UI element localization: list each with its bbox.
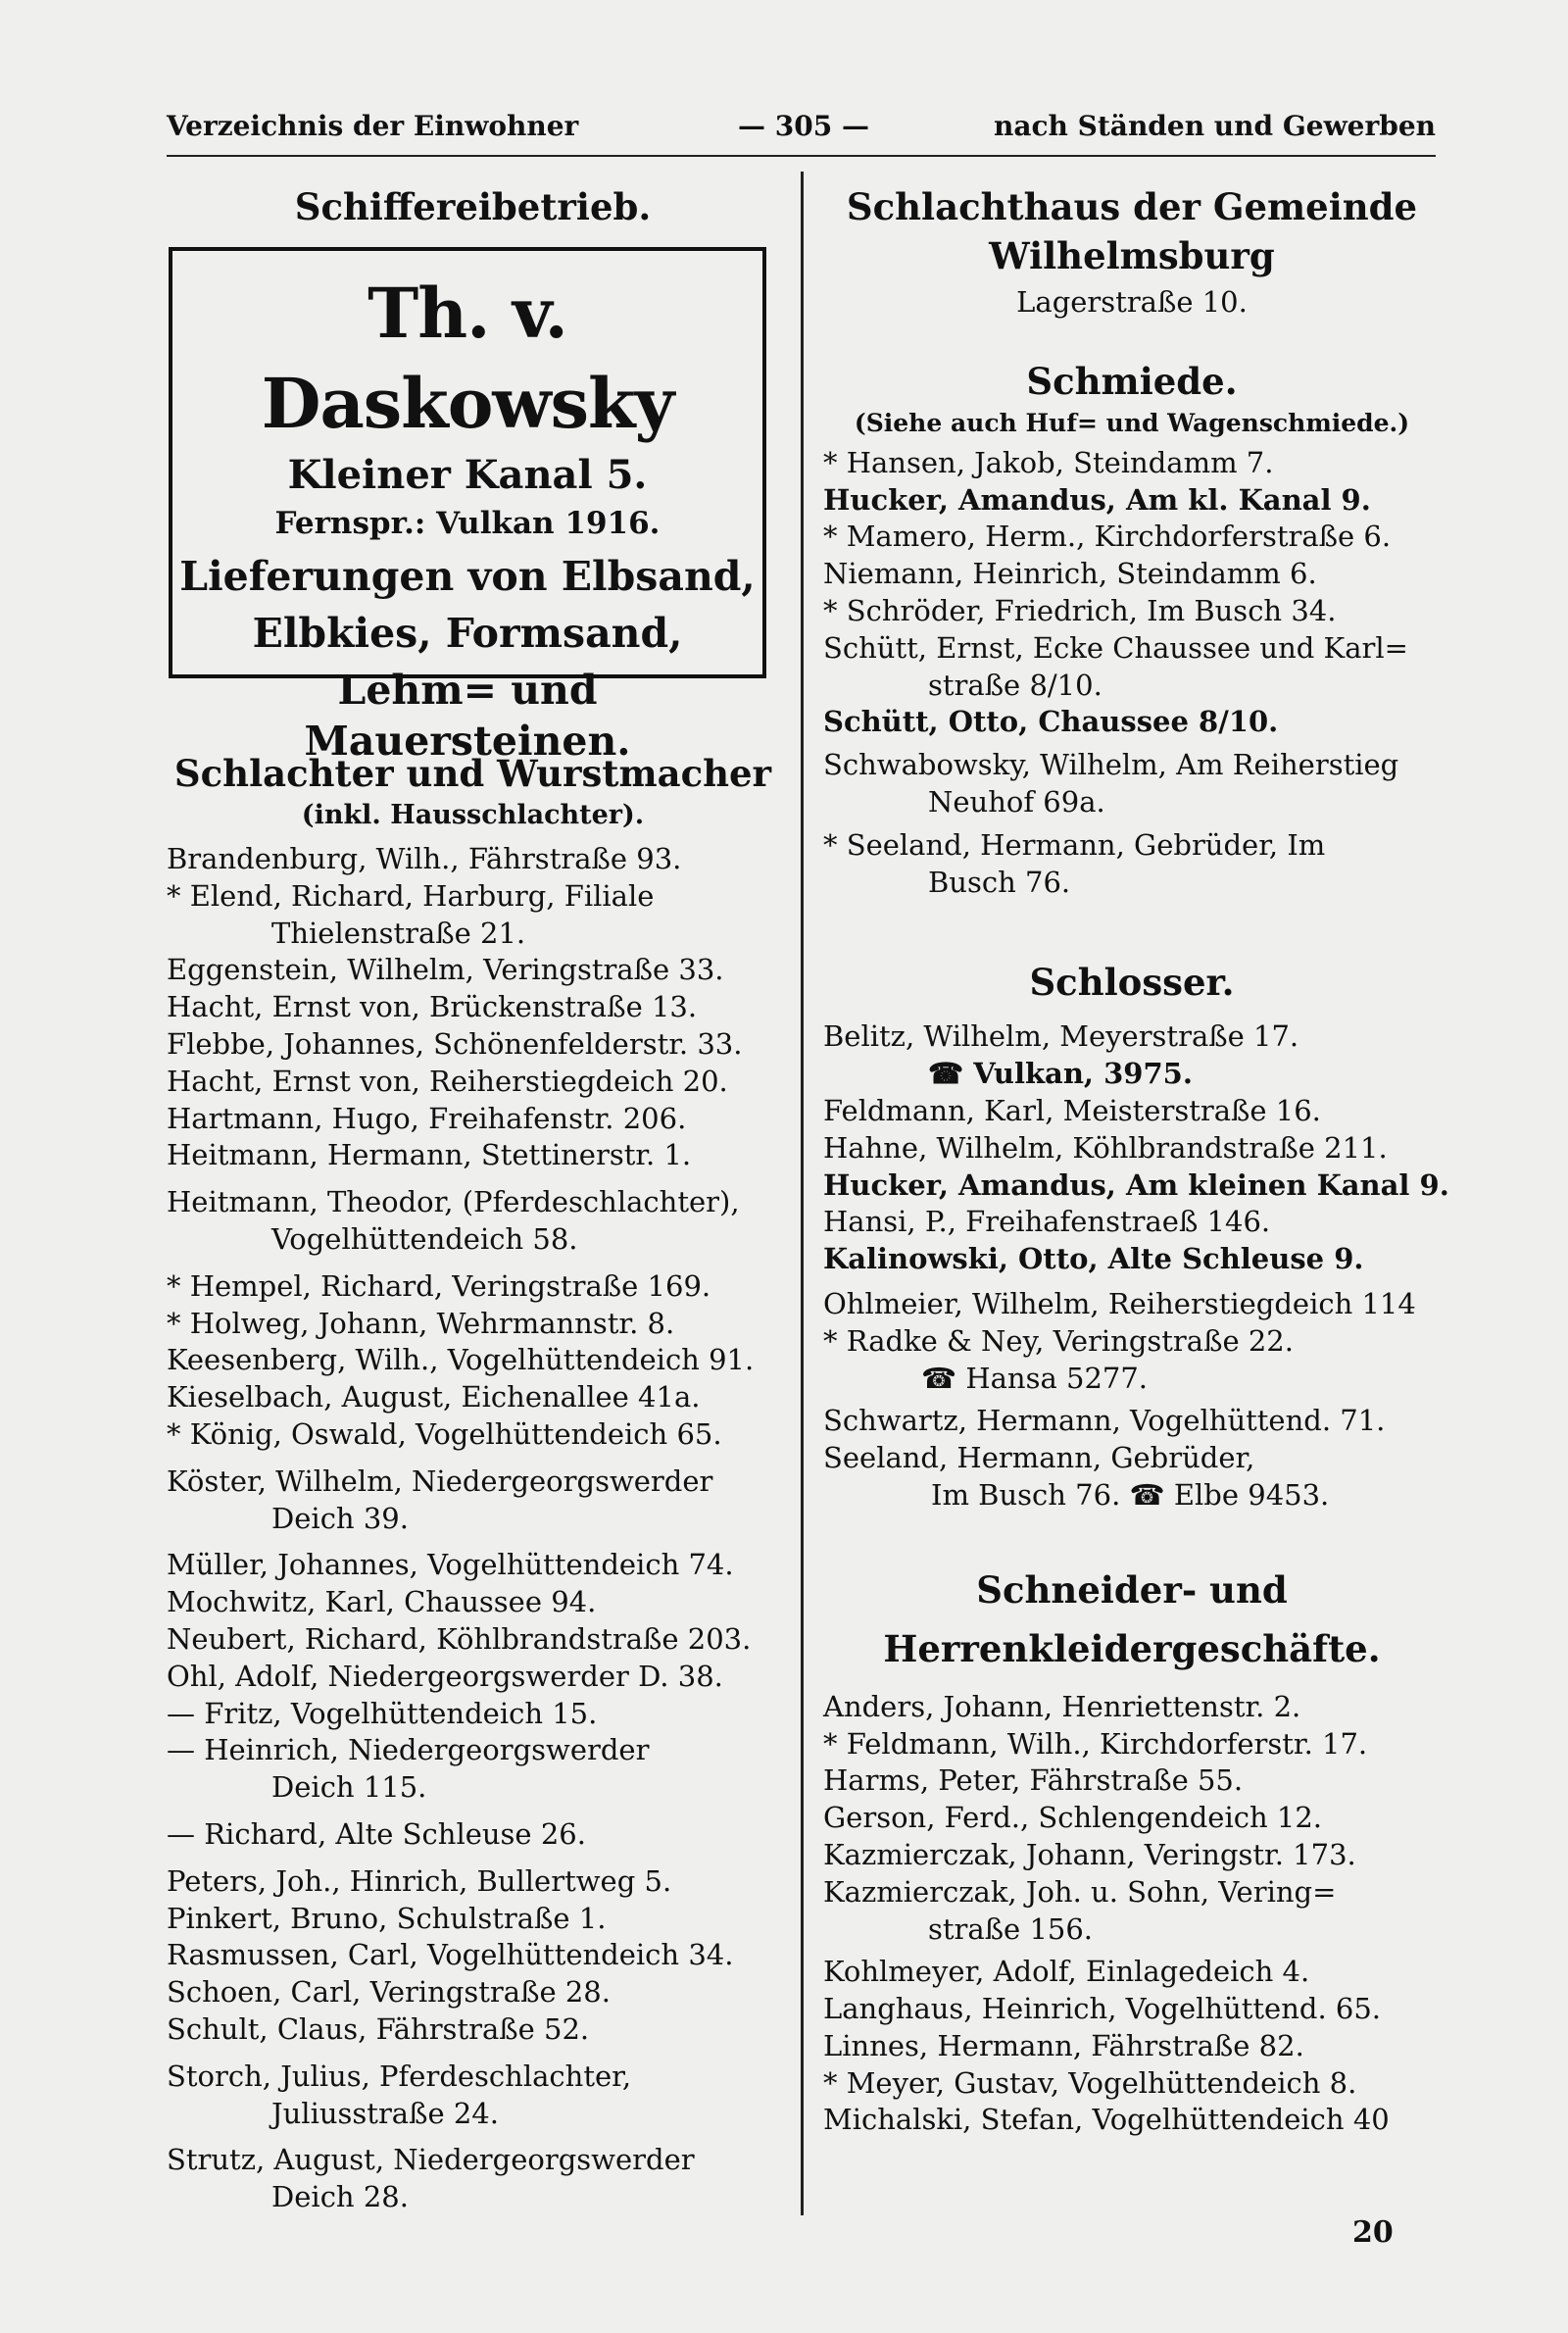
list-item: Juliusstraße 24.: [271, 2096, 499, 2130]
list-item: Strutz, August, Niedergeorgswerder: [167, 2143, 695, 2177]
section-title-schlachthaus-b: Wilhelmsburg: [989, 234, 1275, 277]
list-item: * Mamero, Herm., Kirchdorferstraße 6.: [823, 520, 1392, 554]
list-item: — Richard, Alte Schleuse 26.: [167, 1816, 586, 1851]
list-item: * Seeland, Hermann, Gebrüder, Im: [823, 827, 1326, 862]
list-item: Hacht, Ernst von, Brückenstraße 13.: [167, 990, 698, 1024]
list-item: Deich 115.: [271, 1770, 427, 1805]
ad-address: Kleiner Kanal 5.: [287, 452, 648, 498]
list-item: Vogelhüttendeich 58.: [271, 1221, 578, 1256]
list-item: Anders, Johann, Henriettenstr. 2.: [823, 1689, 1301, 1723]
list-item: * Feldmann, Wilh., Kirchdorferstr. 17.: [823, 1726, 1368, 1761]
list-item: — Fritz, Vogelhüttendeich 15.: [167, 1696, 598, 1730]
schneider-list: [823, 1689, 1441, 2140]
list-item: Heitmann, Theodor, (Pferdeschlachter),: [167, 1185, 740, 1219]
list-item: Feldmann, Karl, Meisterstraße 16.: [823, 1093, 1321, 1127]
section-title-schneider-b: Herrenkleidergeschäfte.: [883, 1626, 1381, 1670]
list-item: * Schröder, Friedrich, Im Busch 34.: [823, 593, 1337, 627]
list-item: Heitmann, Hermann, Stettinerstr. 1.: [167, 1138, 692, 1172]
list-item: Schwartz, Hermann, Vogelhüttend. 71.: [823, 1404, 1386, 1438]
section-title-schlosser: Schlosser.: [1029, 961, 1235, 1005]
list-item: Hacht, Ernst von, Reiherstiegdeich 20.: [167, 1064, 728, 1098]
list-item: Flebbe, Johannes, Schönenfelderstr. 33.: [167, 1026, 743, 1061]
list-item: Müller, Johannes, Vogelhüttendeich 74.: [167, 1548, 734, 1582]
list-item: Pinkert, Bruno, Schulstraße 1.: [167, 1901, 607, 1935]
list-item: Niemann, Heinrich, Steindamm 6.: [823, 557, 1317, 591]
list-item: Peters, Joh., Hinrich, Bullertweg 5.: [167, 1863, 672, 1898]
schlosser-list: [823, 1018, 1449, 1514]
list-item: Mochwitz, Karl, Chaussee 94.: [167, 1585, 597, 1619]
phone-line: ☎ Hansa 5277.: [921, 1361, 1149, 1395]
list-item: Hucker, Amandus, Am kl. Kanal 9.: [823, 482, 1371, 517]
list-item: Ohlmeier, Wilhelm, Reiherstiegdeich 114: [823, 1286, 1416, 1320]
list-item: Neubert, Richard, Köhlbrandstraße 203.: [167, 1621, 752, 1656]
list-item: Hartmann, Hugo, Freihafenstr. 206.: [167, 1101, 687, 1135]
list-item: Belitz, Wilhelm, Meyerstraße 17.: [823, 1019, 1299, 1054]
header-right: nach Ständen und Gewerben: [994, 110, 1436, 142]
running-header: [167, 110, 1436, 155]
ad-text-line-1: Lieferungen von Elbsand,: [179, 553, 756, 600]
right-column: [823, 167, 1449, 2139]
list-item: Gerson, Ferd., Schlengendeich 12.: [823, 1801, 1322, 1835]
list-item: Schult, Claus, Fährstraße 52.: [167, 2011, 590, 2046]
list-item: Im Busch 76. ☎ Elbe 9453.: [931, 1477, 1330, 1512]
list-item: Schoen, Carl, Veringstraße 28.: [167, 1975, 611, 2010]
list-item: Deich 39.: [271, 1501, 409, 1535]
list-item: Hansi, P., Freihafenstraeß 146.: [823, 1205, 1271, 1239]
section-subtitle-schmiede: (Siehe auch Huf= und Wagenschmiede.): [854, 408, 1410, 437]
schlachthaus-address: Lagerstraße 10.: [1016, 285, 1248, 319]
ad-text-line-2: Elbkies, Formsand,: [252, 610, 683, 657]
list-item: Schütt, Otto, Chaussee 8/10.: [823, 705, 1279, 739]
list-item: * Hansen, Jakob, Steindamm 7.: [823, 445, 1274, 479]
list-item: Deich 28.: [271, 2180, 409, 2214]
page-number: — 305 —: [738, 110, 869, 142]
list-item: Michalski, Stefan, Vogelhüttendeich 40: [823, 2103, 1390, 2137]
ad-phone: Fernspr.: Vulkan 1916.: [274, 506, 661, 541]
ad-company-name: Th. v. Daskowsky: [261, 273, 674, 444]
list-item: Hucker, Amandus, Am kleinen Kanal 9.: [823, 1167, 1449, 1202]
list-item: Rasmussen, Carl, Vogelhüttendeich 34.: [167, 1938, 734, 1972]
list-item: Linnes, Hermann, Fährstraße 82.: [823, 2028, 1304, 2062]
header-left: Verzeichnis der Einwohner: [167, 110, 579, 142]
list-item: Schwabowsky, Wilhelm, Am Reiherstieg: [823, 748, 1399, 782]
list-item: Köster, Wilhelm, Niedergeorgswerder: [167, 1464, 713, 1498]
header-rule: [167, 155, 1436, 157]
list-item: Schütt, Ernst, Ecke Chaussee und Karl=: [823, 630, 1408, 665]
list-item: Kalinowski, Otto, Alte Schleuse 9.: [823, 1242, 1364, 1276]
page-signature: 20: [1352, 2215, 1394, 2250]
list-item: * Hempel, Richard, Veringstraße 169.: [167, 1268, 711, 1303]
section-title-schlachter: Schlachter und Wurstmacher: [173, 752, 772, 795]
section-title-schmiede: Schmiede.: [1026, 359, 1238, 403]
list-item: straße 156.: [928, 1911, 1094, 1946]
list-item: Seeland, Hermann, Gebrüder,: [823, 1441, 1255, 1475]
list-item: Storch, Julius, Pferdeschlachter,: [167, 2059, 632, 2093]
list-item: Kazmierczak, Johann, Veringstr. 173.: [823, 1837, 1356, 1871]
list-item: Thielenstraße 21.: [271, 916, 526, 950]
schmiede-list: [823, 445, 1441, 902]
section-title-schneider-a: Schneider- und: [976, 1567, 1288, 1612]
section-title-schlachthaus-a: Schlachthaus der Gemeinde: [846, 185, 1418, 228]
list-item: Ohl, Adolf, Niedergeorgswerder D. 38.: [167, 1659, 723, 1693]
list-item: Hahne, Wilhelm, Köhlbrandstraße 211.: [823, 1130, 1388, 1165]
list-item: Langhaus, Heinrich, Vogelhüttend. 65.: [823, 1992, 1382, 2026]
list-item: — Heinrich, Niedergeorgswerder: [167, 1733, 650, 1767]
list-item: * Radke & Ney, Veringstraße 22.: [823, 1323, 1294, 1358]
list-item: Kohlmeyer, Adolf, Einlagedeich 4.: [823, 1955, 1310, 1989]
advertisement-box: [169, 247, 766, 765]
list-item: * Elend, Richard, Harburg, Filiale: [167, 878, 655, 913]
ad-text-line-3: Lehm= und Mauersteinen.: [304, 667, 631, 765]
list-item: Kazmierczak, Joh. u. Sohn, Vering=: [823, 1874, 1337, 1909]
list-item: Eggenstein, Wilhelm, Veringstraße 33.: [167, 953, 724, 987]
section-subtitle-schlachter: (inkl. Hausschlachter).: [301, 800, 645, 830]
list-item: Keesenberg, Wilh., Vogelhüttendeich 91.: [167, 1343, 755, 1377]
list-item: Busch 76.: [928, 865, 1071, 899]
phone-line: ☎ Vulkan, 3975.: [928, 1057, 1193, 1091]
section-title-schiffereibetrieb: Schiffereibetrieb.: [294, 185, 652, 228]
column-divider: [801, 172, 804, 2215]
schlachter-list: [167, 841, 779, 2216]
left-column: [167, 167, 779, 2216]
list-item: straße 8/10.: [928, 668, 1102, 702]
list-item: Harms, Peter, Fährstraße 55.: [823, 1763, 1244, 1798]
list-item: Kieselbach, August, Eichenallee 41a.: [167, 1380, 701, 1415]
list-item: * König, Oswald, Vogelhüttendeich 65.: [167, 1416, 722, 1451]
list-item: Neuhof 69a.: [928, 784, 1105, 819]
list-item: * Holweg, Johann, Wehrmannstr. 8.: [167, 1306, 675, 1340]
list-item: Brandenburg, Wilh., Fährstraße 93.: [167, 842, 682, 875]
list-item: * Meyer, Gustav, Vogelhüttendeich 8.: [823, 2065, 1357, 2100]
